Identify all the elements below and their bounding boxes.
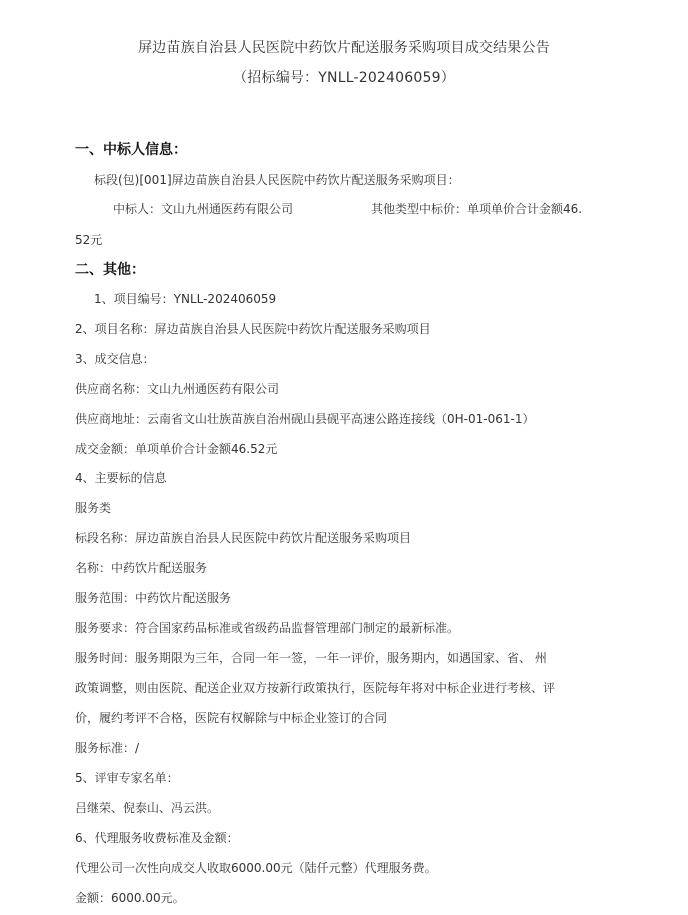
service-time-line-2: 政策调整，则由医院、配送企业双方按新行政策执行，医院每年将对中标企业进行考核、评 [75, 681, 556, 695]
deal-amount: 成交金额：单项单价合计金额46.52元 [75, 442, 278, 456]
deal-info-heading: 3、成交信息： [75, 352, 155, 366]
package-line: 标段(包)[001]屏边苗族自治县人民医院中药饮片配送服务采购项目： [94, 173, 460, 187]
service-time-line-1: 服务时间：服务期限为三年，合同一年一签，一年一评价，服务期内，如遇国家、省、 州 [75, 651, 547, 665]
document-title: 屏边苗族自治县人民医院中药饮片配送服务采购项目成交结果公告 [138, 40, 550, 56]
main-subject-heading: 4、主要标的信息 [75, 471, 167, 485]
agency-fee-text: 代理公司一次性向成交人收取6000.00元（陆仟元整）代理服务费。 [75, 861, 437, 875]
service-scope: 服务范围：中药饮片配送服务 [75, 591, 232, 605]
service-standard: 服务标准：/ [75, 741, 140, 755]
service-category: 服务类 [75, 501, 112, 515]
service-time-line-3: 价，履约考评不合格，医院有权解除与中标企业签订的合同 [75, 711, 388, 725]
agency-fee-heading: 6、代理服务收费标准及金额： [75, 831, 239, 845]
winner-name: 中标人：文山九州通医药有限公司 [113, 202, 294, 216]
expert-names: 吕继荣、倪泰山、冯云洪。 [75, 801, 220, 815]
project-number: 1、项目编号：YNLL-202406059 [94, 292, 277, 306]
winning-price-continued: 52元 [75, 233, 103, 247]
lot-name: 标段名称：屏边苗族自治县人民医院中药饮片配送服务采购项目 [75, 531, 412, 545]
winning-price: 其他类型中标价：单项单价合计金额46. [371, 202, 583, 216]
supplier-address: 供应商地址：云南省文山壮族苗族自治州砚山县砚平高速公路连接线（0H-01-061-1） [75, 412, 535, 426]
tender-number: （招标编号：YNLL-202406059） [233, 70, 455, 86]
service-requirement: 服务要求：符合国家药品标准或省级药品监督管理部门制定的最新标准。 [75, 621, 460, 635]
supplier-name: 供应商名称：文山九州通医药有限公司 [75, 382, 280, 396]
item-name: 名称：中药饮片配送服务 [75, 561, 208, 575]
section-heading-other: 二、其他： [75, 262, 145, 278]
project-name: 2、项目名称：屏边苗族自治县人民医院中药饮片配送服务采购项目 [75, 322, 431, 336]
expert-list-heading: 5、评审专家名单： [75, 771, 179, 785]
agency-fee-amount: 金额：6000.00元。 [75, 891, 185, 905]
section-heading-winner-info: 一、中标人信息： [75, 142, 187, 158]
